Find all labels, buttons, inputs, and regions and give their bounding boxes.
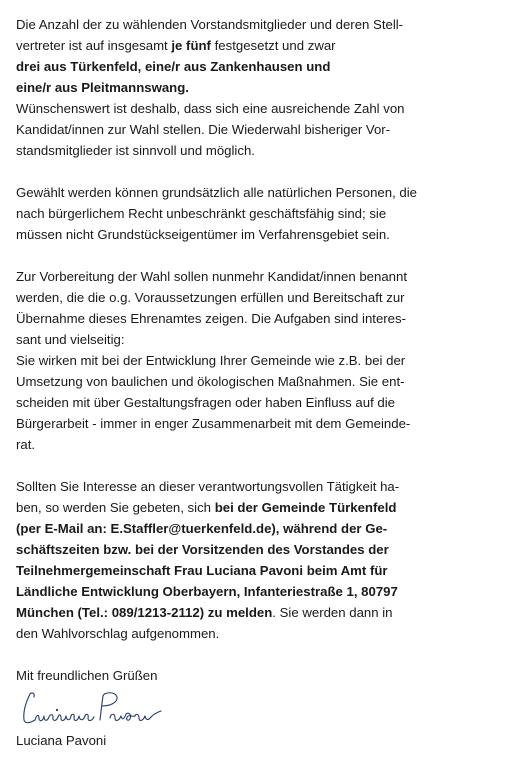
text-line: Zur Vorbereitung der Wahl sollen nunmehr Kandidat/innen benannt [16, 269, 407, 284]
text-line [16, 602, 494, 623]
text-line: Bürgerarbeit - immer in enger Zusammenarbeit mit dem Gemeinde- [16, 416, 411, 431]
text-line: Gewählt werden können grundsätzlich alle natürlichen Personen, die [16, 185, 418, 200]
text-line: Sie wirken mit bei der Entwicklung Ihrer Gemeinde wie z.B. bei der [16, 353, 406, 368]
text-line: Die Anzahl der zu wählenden Vorstandsmitglieder und deren Stell- [16, 17, 404, 32]
text-line-bold: drei aus Türkenfeld, eine/r aus Zankenhausen und [16, 59, 331, 74]
text-line: rat. [16, 437, 36, 452]
text-segment: . Sie werden dann in [272, 605, 393, 620]
text-line: scheiden mit über Gestaltungsfragen oder haben Einfluss auf die [16, 395, 396, 410]
text-line: Sollten Sie Interesse an dieser verantwortungsvollen Tätigkeit ha- [16, 479, 400, 494]
text-line-bold: Ländliche Entwicklung Oberbayern, Infanteriestraße 1, 80797 [16, 584, 398, 599]
text-line: Wünschenswert ist deshalb, dass sich eine ausreichende Zahl von [16, 101, 405, 116]
signature-drawing [16, 688, 166, 730]
text-emphasis: bei der Gemeinde Türkenfeld [214, 500, 397, 515]
sender-name: Luciana Pavoni [16, 733, 107, 748]
text-line: Umsetzung von baulichen und ökologischen Maßnahmen. Sie ent- [16, 374, 405, 389]
text-line [16, 35, 494, 56]
paragraph-board-members [16, 14, 494, 161]
closing-greeting: Mit freundlichen Grüßen [16, 668, 158, 683]
letter-body [16, 14, 494, 751]
paragraph-preparation [16, 266, 494, 455]
text-line: müssen nicht Grundstückseigentümer im Verfahrensgebiet sein. [16, 227, 390, 242]
paragraph-contact [16, 476, 494, 644]
text-line [16, 497, 494, 518]
text-segment: ben, so werden Sie gebeten, sich [16, 500, 215, 515]
text-line-bold: schäftszeiten bzw. bei der Vorsitzenden des Vorstandes der [16, 542, 389, 557]
text-line-bold: (per E-Mail an: E.Staffler@tuerkenfeld.de), während der Ge- [16, 521, 388, 536]
text-line: werden, die die o.g. Voraussetzungen erfüllen und Bereitschaft zur [16, 290, 405, 305]
text-emphasis: je fünf [171, 38, 211, 53]
text-line: den Wahlvorschlag aufgenommen. [16, 626, 220, 641]
text-segment: vertreter ist auf insgesamt [16, 38, 172, 53]
text-line: sant und vielseitig: [16, 332, 125, 347]
text-line: Übernahme dieses Ehrenamtes zeigen. Die Aufgaben sind interes- [16, 311, 406, 326]
paragraph-eligibility [16, 182, 494, 245]
text-line: Kandidat/innen zur Wahl stellen. Die Wiederwahl bisheriger Vor- [16, 122, 391, 137]
text-emphasis: München (Tel.: 089/1213-2112) zu melden [16, 605, 273, 620]
handwritten-signature [16, 688, 494, 730]
text-line: nach bürgerlichem Recht unbeschränkt geschäftsfähig sind; sie [16, 206, 387, 221]
text-line: standsmitglieder ist sinnvoll und möglich. [16, 143, 255, 158]
text-line-bold: Teilnehmergemeinschaft Frau Luciana Pavoni beim Amt für [16, 563, 388, 578]
text-line-bold: eine/r aus Pleitmannswang. [16, 80, 189, 95]
text-segment: festgesetzt und zwar [210, 38, 336, 53]
